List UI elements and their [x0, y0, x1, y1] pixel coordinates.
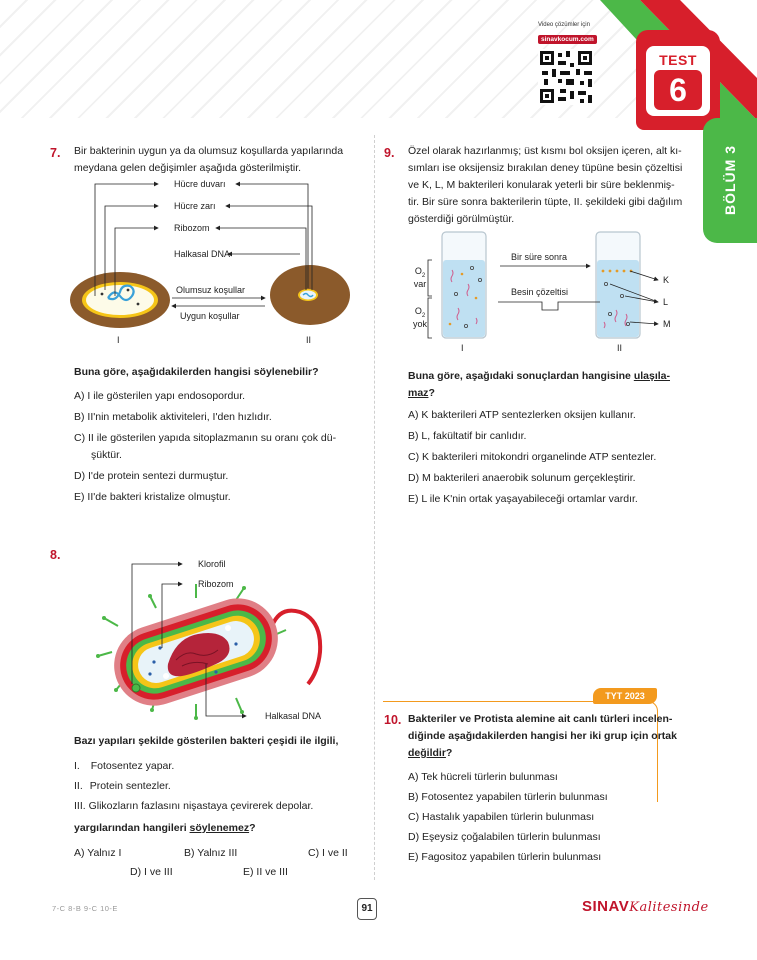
q8-option-b[interactable]: B) Yalnız III	[184, 847, 238, 859]
q9-label-o2-yok: $O_2$ yok	[412, 306, 427, 329]
q7-label-ribosome: Ribozom	[174, 223, 210, 233]
q9-label-i: I	[461, 343, 464, 353]
brand-logo	[582, 898, 709, 915]
q7-stem-line: Bir bakterinin uygun ya da olumsuz koşullarda yapılarında	[74, 145, 344, 157]
q9-label-after: Bir süre sonra	[511, 252, 568, 262]
q9-stem	[408, 143, 698, 228]
q8-label-ribosome: Ribozom	[198, 579, 234, 589]
q7-ribosome	[137, 303, 140, 306]
q9-option-b[interactable]: B) L, fakültatif bir canlıdır.	[408, 430, 527, 442]
q7-option-b[interactable]: B) II'nin metabolik aktiviteleri, I'den hızlıdır.	[74, 411, 272, 423]
q8-statement-i: I. Fotosentez yapar.	[74, 760, 175, 772]
column-divider	[374, 135, 375, 880]
q7-option-c[interactable]: C) II ile gösterilen yapıda sitoplazmanın su oranı çok dü-	[74, 432, 337, 444]
q7-question: Buna göre, aşağıdakilerden hangisi söylenebilir?	[74, 366, 319, 378]
q7-label-membrane: Hücre zarı	[174, 201, 216, 211]
q10-option-d[interactable]: D) Eşeysiz çoğalabilen türlerin bulunması	[408, 831, 601, 843]
test-card	[646, 46, 710, 116]
q8-statements	[74, 758, 364, 815]
q8-label-chlorophyll: Klorofil	[198, 559, 226, 569]
q7-options	[74, 388, 364, 506]
page-number: 91	[357, 898, 377, 920]
q7-label-dna: Halkasal DNA	[174, 249, 231, 259]
q7-ribosome	[127, 289, 130, 292]
q8-question: Bazı yapıları şekilde gösterilen bakteri çeşidi ile ilgili,	[74, 735, 339, 747]
q7-label-i: I	[117, 335, 120, 345]
q7-option-d[interactable]: D) I'de protein sentezi durmuştur.	[74, 470, 229, 482]
q8-number: 8.	[50, 548, 61, 562]
q8-statement-iii: III. Glikozların fazlasını nişastaya çevirerek depolar.	[74, 800, 314, 812]
q9-tube-i-liquid	[443, 260, 485, 337]
q9-stem-line: tir. Bir süre sonra bakterilerin tüpte, II. şekildeki gibi dağılım	[408, 196, 683, 208]
q9-stem-line: gösterdiği görülmüştür.	[408, 213, 515, 225]
q8-option-e[interactable]: E) II ve III	[243, 866, 288, 878]
q7-label-ii: II	[306, 335, 312, 345]
section-label: BÖLÜM 3	[722, 145, 738, 215]
q9-number: 9.	[384, 146, 395, 160]
q7-label-cell-wall: Hücre duvarı	[174, 179, 226, 189]
test-number: 6	[654, 70, 702, 110]
q9-label-k: K	[663, 275, 670, 285]
q9-options	[408, 407, 698, 508]
q8-label-dna: Halkasal DNA	[265, 711, 322, 721]
q10-options	[408, 769, 698, 866]
q9-label-m: M	[663, 319, 671, 329]
q9-label-o2-var: $O_2$ var	[413, 266, 427, 289]
q8-flagellum	[272, 611, 320, 684]
q10-number: 10.	[384, 713, 402, 727]
answer-key: 7-C 8-B 9-C 10-E	[52, 904, 118, 913]
q9-stem-line: ve K, L, M bakterileri konularak yeterli bir süre beklenmiş-	[408, 179, 675, 191]
q9-option-d[interactable]: D) M bakterileri anaerobik solunum gerçekleştirir.	[408, 472, 636, 484]
q10-option-c[interactable]: C) Hastalık yapabilen türlerin bulunması	[408, 811, 595, 823]
q9-option-e[interactable]: E) L ile K'nin ortak yaşayabileceği ortamlar vardır.	[408, 493, 638, 505]
q8-option-d[interactable]: D) I ve III	[130, 866, 173, 878]
qr-caption: Video çözümler için	[538, 22, 590, 28]
q8-question2: yargılarından hangileri söylenemez?	[74, 822, 256, 834]
q9-option-c[interactable]: C) K bakterileri mitokondri organelinde ATP sentezler.	[408, 451, 657, 463]
brand-main: SINAV	[582, 898, 630, 915]
q10-option-a[interactable]: A) Tek hücreli türlerin bulunması	[408, 771, 558, 783]
q10-option-e[interactable]: E) Fagositoz yapabilen türlerin bulunması	[408, 851, 602, 863]
q7-label-unfavorable: Olumsuz koşullar	[176, 285, 246, 295]
qr-code-icon[interactable]	[538, 49, 594, 105]
q9-question: Buna göre, aşağıdaki sonuçlardan hangisine ulaşıla- maz?	[408, 370, 670, 399]
q7-stem-line: meydana gelen değişimler aşağıda gösterilmiştir.	[74, 162, 302, 174]
q9-stem-line: Özel olarak hazırlanmış; üst kısmı bol oksijen içeren, alt kı-	[408, 145, 682, 157]
q10-stem: Bakteriler ve Protista alemine ait canlı türleri incelen- diğinde aşağıdakilerden hangisi her iki grup için ortak değildir?	[408, 713, 677, 759]
q7-label-favorable: Uygun koşullar	[180, 311, 240, 321]
test-label: TEST	[659, 52, 697, 68]
q9-label-ii: II	[617, 343, 623, 353]
q9-stem-line: sımları ise oksijensiz bırakılan deney tüpüne besin çözeltisi	[408, 162, 683, 174]
q10-option-b[interactable]: B) Fotosentez yapabilen türlerin bulunması	[408, 791, 608, 803]
brand-script: Kalitesinde	[629, 900, 709, 915]
q7-option-c-cont: şüktür.	[91, 449, 122, 461]
qr-badge[interactable]	[538, 22, 610, 110]
q7-number: 7.	[50, 146, 61, 160]
q10-badge: TYT 2023	[593, 688, 657, 704]
q7-stem	[74, 143, 364, 177]
q7-ribosome	[101, 293, 104, 296]
q7-option-e[interactable]: E) II'de bakteri kristalize olmuştur.	[74, 491, 231, 503]
q8-option-c[interactable]: C) I ve II	[308, 847, 348, 859]
q8-option-a[interactable]: A) Yalnız I	[74, 847, 122, 859]
q8-granule	[132, 684, 140, 692]
q9-option-a[interactable]: A) K bakterileri ATP sentezlerken oksijen kullanır.	[408, 409, 636, 421]
q9-label-solution: Besin çözeltisi	[511, 287, 569, 297]
q7-option-a[interactable]: A) I ile gösterilen yapı endosopordur.	[74, 390, 246, 402]
qr-url[interactable]: sinavkocum.com	[538, 35, 597, 44]
q9-label-l: L	[663, 297, 669, 307]
q8-statement-ii: II. Protein sentezler.	[74, 780, 171, 792]
